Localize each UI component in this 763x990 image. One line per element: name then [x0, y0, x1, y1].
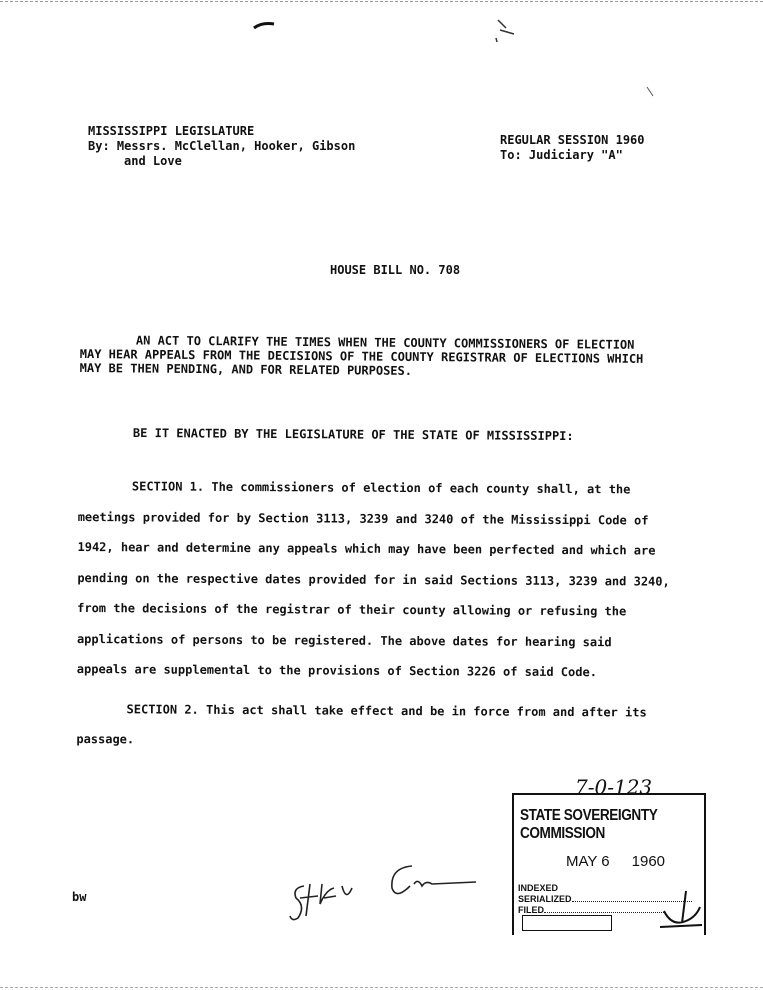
- header-left: [88, 124, 355, 169]
- bill-number: HOUSE BILL NO. 708: [330, 263, 461, 277]
- scan-mark-corner: [492, 16, 522, 46]
- bill-body: [76, 471, 718, 758]
- stamp-box: [522, 915, 612, 931]
- title-line: MAY BE THEN PENDING, AND FOR RELATED PURPOSES.: [79, 360, 413, 378]
- enacting-clause: BE IT ENACTED BY THE LEGISLATURE OF THE STATE OF MISSISSIPPI:: [132, 426, 574, 444]
- section-1-line: applications of persons to be registered. The above dates for hearing said: [76, 631, 612, 649]
- section-1-line: from the decisions of the registrar of their county allowing or refusing the: [77, 600, 627, 619]
- stamp-serialized-label: SERIALIZED: [518, 894, 572, 904]
- section-1-line: SECTION 1. The commissioners of election of each county shall, at the: [131, 479, 631, 497]
- stamp-date-month-day: MAY 6: [566, 853, 610, 870]
- sovereignty-commission-stamp: [512, 793, 706, 935]
- title-line: MAY HEAR APPEALS FROM THE DECISIONS OF THE COUNTY REGISTRAR OF ELECTIONS WHICH: [79, 346, 644, 366]
- bill-title: [80, 333, 644, 380]
- handwritten-signature: [286, 858, 478, 928]
- section-1-line: 1942, hear and determine any appeals which may have been perfected and which are: [77, 539, 656, 558]
- title-line: AN ACT TO CLARIFY THE TIMES WHEN THE COUNTY COMMISSIONERS OF ELECTION: [135, 333, 635, 352]
- committee-referral: To: Judiciary "A": [500, 148, 623, 162]
- stamp-date: [566, 853, 665, 870]
- session-label: REGULAR SESSION 1960: [500, 133, 645, 147]
- legislature-name: MISSISSIPPI LEGISLATURE: [88, 124, 255, 138]
- section-2-line: SECTION 2. This act shall take effect and be in force from and after its: [126, 701, 647, 719]
- section-1-line: pending on the respective dates provided for in said Sections 3113, 3239 and 3240,: [77, 570, 670, 589]
- header-right: [500, 133, 645, 163]
- stamp-indexed-label: INDEXED: [518, 883, 559, 893]
- sponsors-line: By: Messrs. McClellan, Hooker, Gibson: [88, 139, 356, 153]
- top-scan-edge: [0, 1, 763, 2]
- scan-mark-top: [250, 18, 280, 32]
- section-2-line: passage.: [76, 731, 135, 747]
- bottom-scan-edge: [0, 987, 763, 988]
- stamp-date-year: 1960: [631, 853, 666, 870]
- sponsors-line-continued: and Love: [124, 154, 182, 168]
- stamp-handwritten-number: 7-0-123: [575, 775, 653, 799]
- section-1-line: meetings provided for by Section 3113, 3239 and 3240 of the Mississippi Code of: [77, 509, 649, 527]
- stamp-title: STATE SOVEREIGNTY COMMISSION: [520, 807, 658, 842]
- typist-initials: bw: [72, 890, 87, 904]
- stamp-initials-scribble: [642, 887, 704, 935]
- scan-mark-right: [646, 86, 656, 100]
- stamp-filed-label: FILED: [518, 905, 544, 915]
- section-1-line: appeals are supplemental to the provisions of Section 3226 of said Code.: [76, 661, 597, 680]
